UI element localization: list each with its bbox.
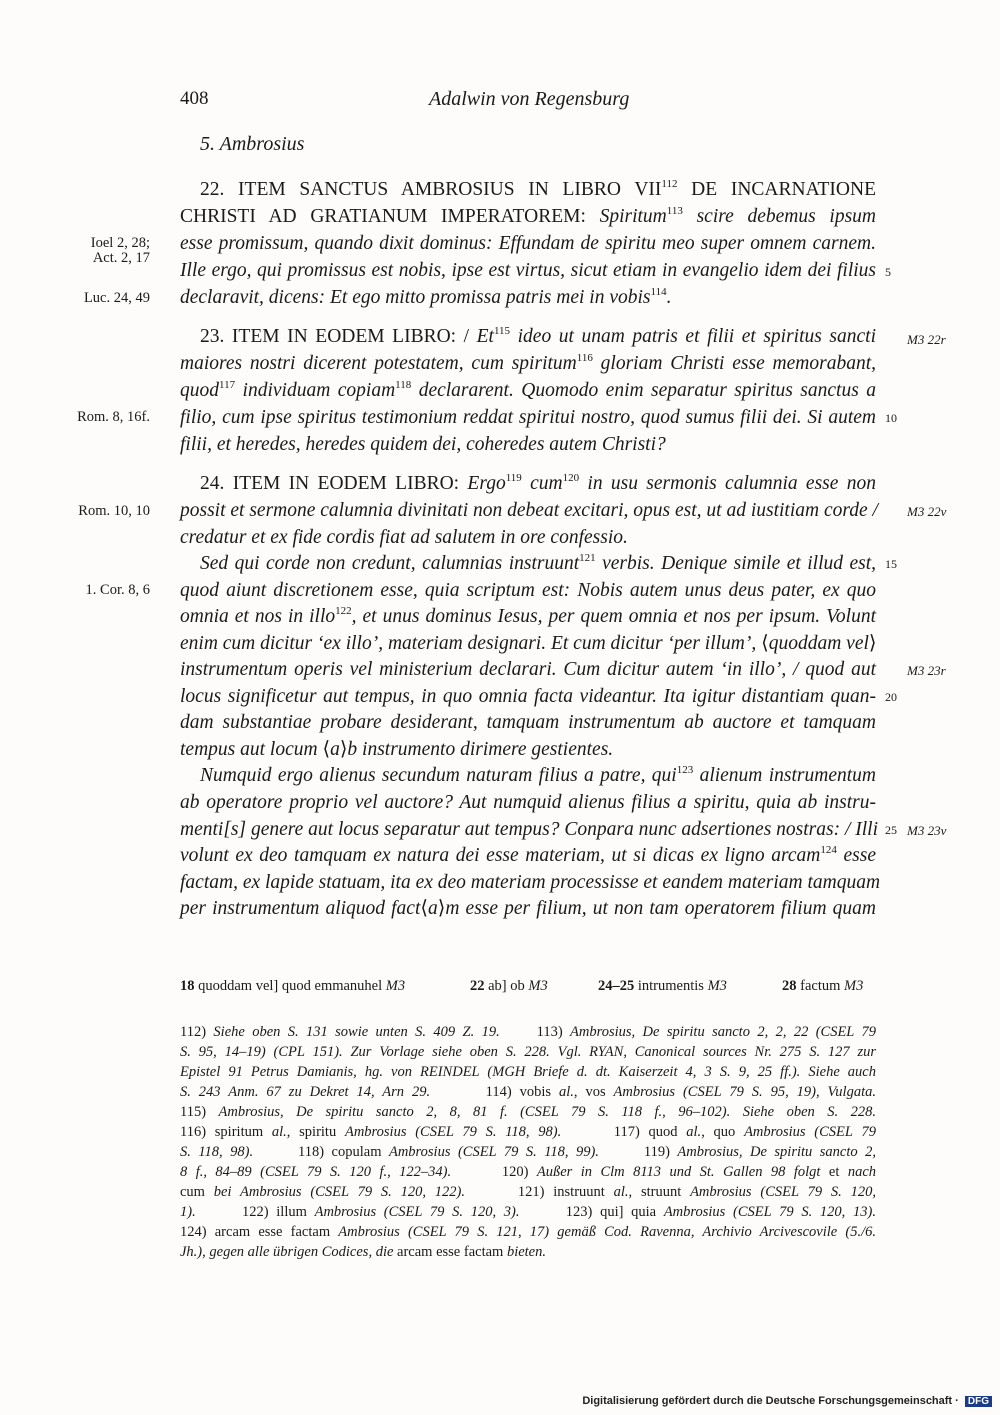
footnote-line: S. 243 Anm. 67 zu Dekret 14, Arn 29. 114) vobis al., vos Ambrosius (CSEL 79 S. 95, 19), Vulgata. [180,1084,876,1100]
text-line: instrumentum operis vel ministerium declarari. Cum dicitur autem ‘in illo’, / quod aut [180,659,876,680]
text-line: quod$^{117}$ individuam copiam$^{118}$ declararent. Quomodo enim separatur spiritus sanctus a [180,379,876,401]
text-line: Ille ergo, qui promissus est nobis, ipse est virtus, sicut etiam in evangelio idem dei filius [180,260,876,281]
apparatus-entry: 28 factum M3 [782,978,864,994]
text-line: ab operatore proprio vel auctore? Aut numquid alienus filius a spiritu, quia ab instru- [180,792,876,813]
footnote-line: cum bei Ambrosius (CSEL 79 S. 120, 122). 121) instruunt al., struunt Ambrosius (CSEL 79 S. 120, [180,1184,876,1200]
apparatus-entry: 22 ab] ob M3 [470,978,548,994]
footnote-line: S. 95, 14–19) (CPL 151). Zur Vorlage siehe oben S. 228. Vgl. RYAN, Canonical sources Nr. 275 S. 127 zur [180,1044,876,1060]
line-number: 25 [885,823,897,837]
text-line: dam substantiae probare desiderant, tamquam instrumentum ab auctore et tamquam [180,712,876,733]
text-line: CHRISTI AD GRATIANUM IMPERATOREM: Spiritum$^{113}$ scire debemus ipsum [180,205,876,227]
text-line: filii, et heredes, heredes quidem dei, coheredes autem Christi? [180,434,666,455]
text-line: 22. ITEM SANCTUS AMBROSIUS IN LIBRO VII$^{112}$ DE INCARNATIONE [200,178,876,200]
footnote-line: 8 f., 84–89 (CSEL 79 S. 120 f., 122–34). 120) Außer in Clm 8113 und St. Gallen 98 folgt et nach [180,1164,877,1180]
margin-ref: Act. 2, 17 [92,250,150,266]
text-line: Numquid ergo alienus secundum naturam filius a patre, qui$^{123}$ alienum instrumentum [200,764,876,786]
line-number: 5 [885,265,891,279]
margin-ref: Luc. 24, 49 [83,290,150,306]
text-line: Sed qui corde non credunt, calumnias instruunt$^{121}$ verbis. Denique simile et illud est, [200,552,876,574]
footnote-line: Jh.), gegen alle übrigen Codices, die arcam esse factam bieten. [180,1244,546,1260]
text-line: 24. ITEM IN EODEM LIBRO: Ergo$^{119}$ cum$^{120}$ in usu sermonis calumnia esse non [200,472,876,494]
dfg-logo: DFG [965,1396,992,1407]
margin-ref: Ioel 2, 28; [90,235,150,251]
text-line: enim cum dicitur ‘ex illo’, materiam designari. Et cum dicitur ‘per illum’, ⟨quoddam vel⟩ [180,633,877,654]
text-line: locus significetur aut tempus, in quo omnia facta videantur. Ita igitur distantiam quan- [180,686,876,707]
line-number: 10 [885,411,897,425]
text-line: credatur et ex fide cordis fiat ad salutem in ore confessio. [180,527,628,548]
folio-mark: M3 23v [907,823,947,838]
line-number: 15 [885,557,897,571]
folio-mark: M3 22v [907,504,947,519]
folio-mark: M3 23r [907,663,946,678]
text-line: per instrumentum aliquod fact⟨a⟩m esse per filium, ut non tam operatorem filium quam [180,898,876,919]
margin-ref: Rom. 10, 10 [78,503,150,519]
footnote-line: 1). 122) illum Ambrosius (CSEL 79 S. 120, 3). 123) qui] quia Ambrosius (CSEL 79 S. 120, 13). [180,1204,876,1220]
footnote-line: 115) Ambrosius, De spiritu sancto 2, 8, 81 f. (CSEL 79 S. 118 f., 96–102). Siehe oben S. 228. [180,1104,876,1120]
digitization-credit: Digitalisierung gefördert durch die Deutsche Forschungsgemeinschaft · DFG [582,1395,992,1407]
running-head: Adalwin von Regensburg [429,88,630,110]
line-number: 20 [885,690,897,704]
section-heading: 5. Ambrosius [200,133,305,155]
text-line: tempus aut locum ⟨a⟩b instrumento dirimere gestientes. [180,739,614,760]
text-line: possit et sermone calumnia divinitati non debeat excitari, opus est, ut ad iustitiam corde / [180,500,878,521]
text-line: esse promissum, quando dixit dominus: Effundam de spiritu meo super omnem carnem. [180,233,876,254]
text-line: omnia et nos in illo$^{122}$, et unus dominus Iesus, per quem omnia et nos per ipsum. Volunt [180,605,876,627]
text-line: maiores nostri dicerent potestatem, cum spiritum$^{116}$ gloriam Christi esse memorabant, [180,352,876,374]
footnote-line: 112) Siehe oben S. 131 sowie unten S. 409 Z. 19. 113) Ambrosius, De spiritu sancto 2, 2, 22 (CSEL 79 [180,1024,876,1040]
apparatus-entry: 24–25 intrumentis M3 [598,978,727,994]
footnote-line: Epistel 91 Petrus Damianis, hg. von REINDEL (MGH Briefe d. dt. Kaiserzeit 4, 3 S. 9, 25 ff.). Siehe auch [180,1064,876,1080]
text-line: volunt ex deo tamquam ex natura dei esse materiam, ut si dicas ex ligno arcam$^{124}$ esse [180,844,876,866]
footnote-line: S. 118, 98). 118) copulam Ambrosius (CSEL 79 S. 118, 99). 119) Ambrosius, De spiritu sancto 2, [180,1144,876,1160]
folio-mark: M3 22r [907,332,946,347]
margin-ref: Rom. 8, 16f. [77,409,150,425]
page-number: 408 [180,88,209,109]
text-line: 23. ITEM IN EODEM LIBRO: / Et$^{115}$ ideo ut unam patris et filii et spiritus sancti [200,325,876,347]
apparatus-entry: 18 quoddam vel] quod emmanuhel M3 [180,978,406,994]
text-line: quod aiunt discretionem esse, quia scriptum est: Nobis autem unus deus pater, ex quo [180,580,876,601]
text-line: menti[s] genere aut locus separatur aut tempus? Conpara nunc adsertiones nostras: / Illi [180,819,879,840]
text-line: filio, cum ipse spiritus testimonium reddat spiritui nostro, quod sumus filii dei. Si autem [180,407,876,428]
margin-ref: 1. Cor. 8, 6 [85,582,150,598]
footnote-line: 124) arcam esse factam Ambrosius (CSEL 79 S. 121, 17) gemäß Cod. Ravenna, Archivio Arcivescovile (5./6. [180,1224,876,1240]
footnote-line: 116) spiritum al., spiritu Ambrosius (CSEL 79 S. 118, 98). 117) quod al., quo Ambrosius (CSEL 79 [180,1124,876,1140]
text-line: declaravit, dicens: Et ego mitto promissa patris mei in vobis$^{114}$. [180,286,672,308]
text-line: factam, ex lapide statuam, ita ex deo materiam processisse et eandem materiam tamquam [180,872,881,893]
